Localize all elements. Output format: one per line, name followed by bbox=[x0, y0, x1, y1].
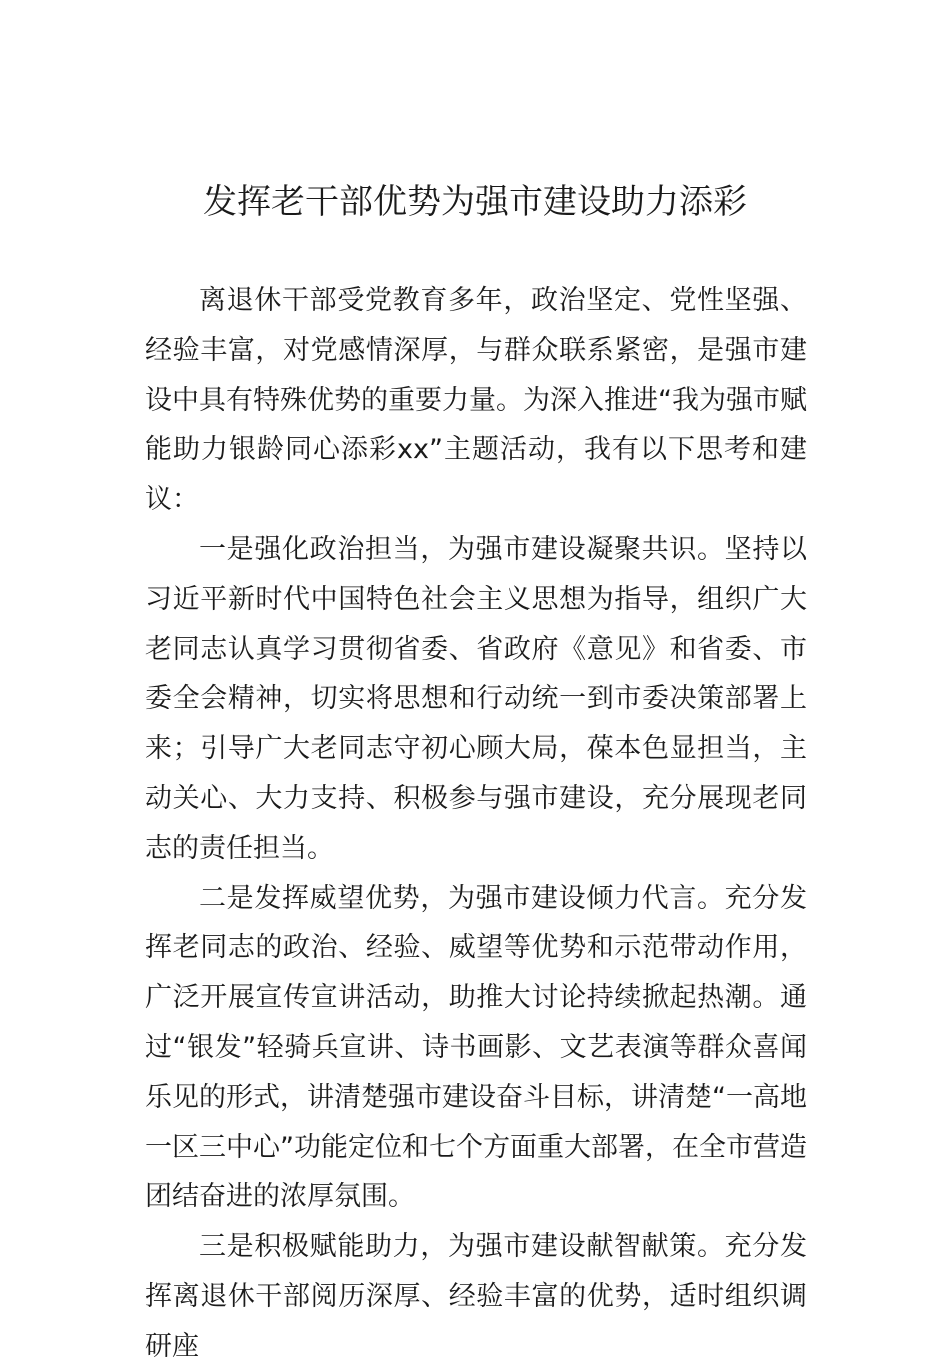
paragraph-point-three: 三是积极赋能助力，为强市建设献智献策。充分发挥离退休干部阅历深厚、经验丰富的优势，适时组织调研座 bbox=[145, 1231, 807, 1362]
paragraph-intro: 离退休干部受党教育多年，政治坚定、党性坚强、经验丰富，对党感情深厚，与群众联系紧密，是强市建设中具有特殊优势的重要力量。为深入推进“我为强市赋能助力银龄同心添彩xx”主题活动，我有以下思考和建议： bbox=[145, 285, 807, 516]
paragraph-point-two: 二是发挥威望优势，为强市建设倾力代言。充分发挥老同志的政治、经验、威望等优势和示范带动作用，广泛开展宣传宣讲活动，助推大讨论持续掀起热潮。通过“银发”轻骑兵宣讲、诗书画影、文艺表演等群众喜闻乐见的形式，讲清楚强市建设奋斗目标，讲清楚“一高地一区三中心”功能定位和七个方面重大部署，在全市营造团结奋进的浓厚氛围。 bbox=[145, 882, 807, 1213]
paragraph-point-one: 一是强化政治担当，为强市建设凝聚共识。坚持以习近平新时代中国特色社会主义思想为指导，组织广大老同志认真学习贯彻省委、省政府《意见》和省委、市委全会精神，切实将思想和行动统一到市委决策部署上来；引导广大老同志守初心顾大局，葆本色显担当，主动关心、大力支持、积极参与强市建设，充分展现老同志的责任担当。 bbox=[145, 533, 807, 864]
document-title: 发挥老干部优势为强市建设助力添彩 bbox=[203, 182, 747, 222]
document-body bbox=[145, 276, 807, 1372]
